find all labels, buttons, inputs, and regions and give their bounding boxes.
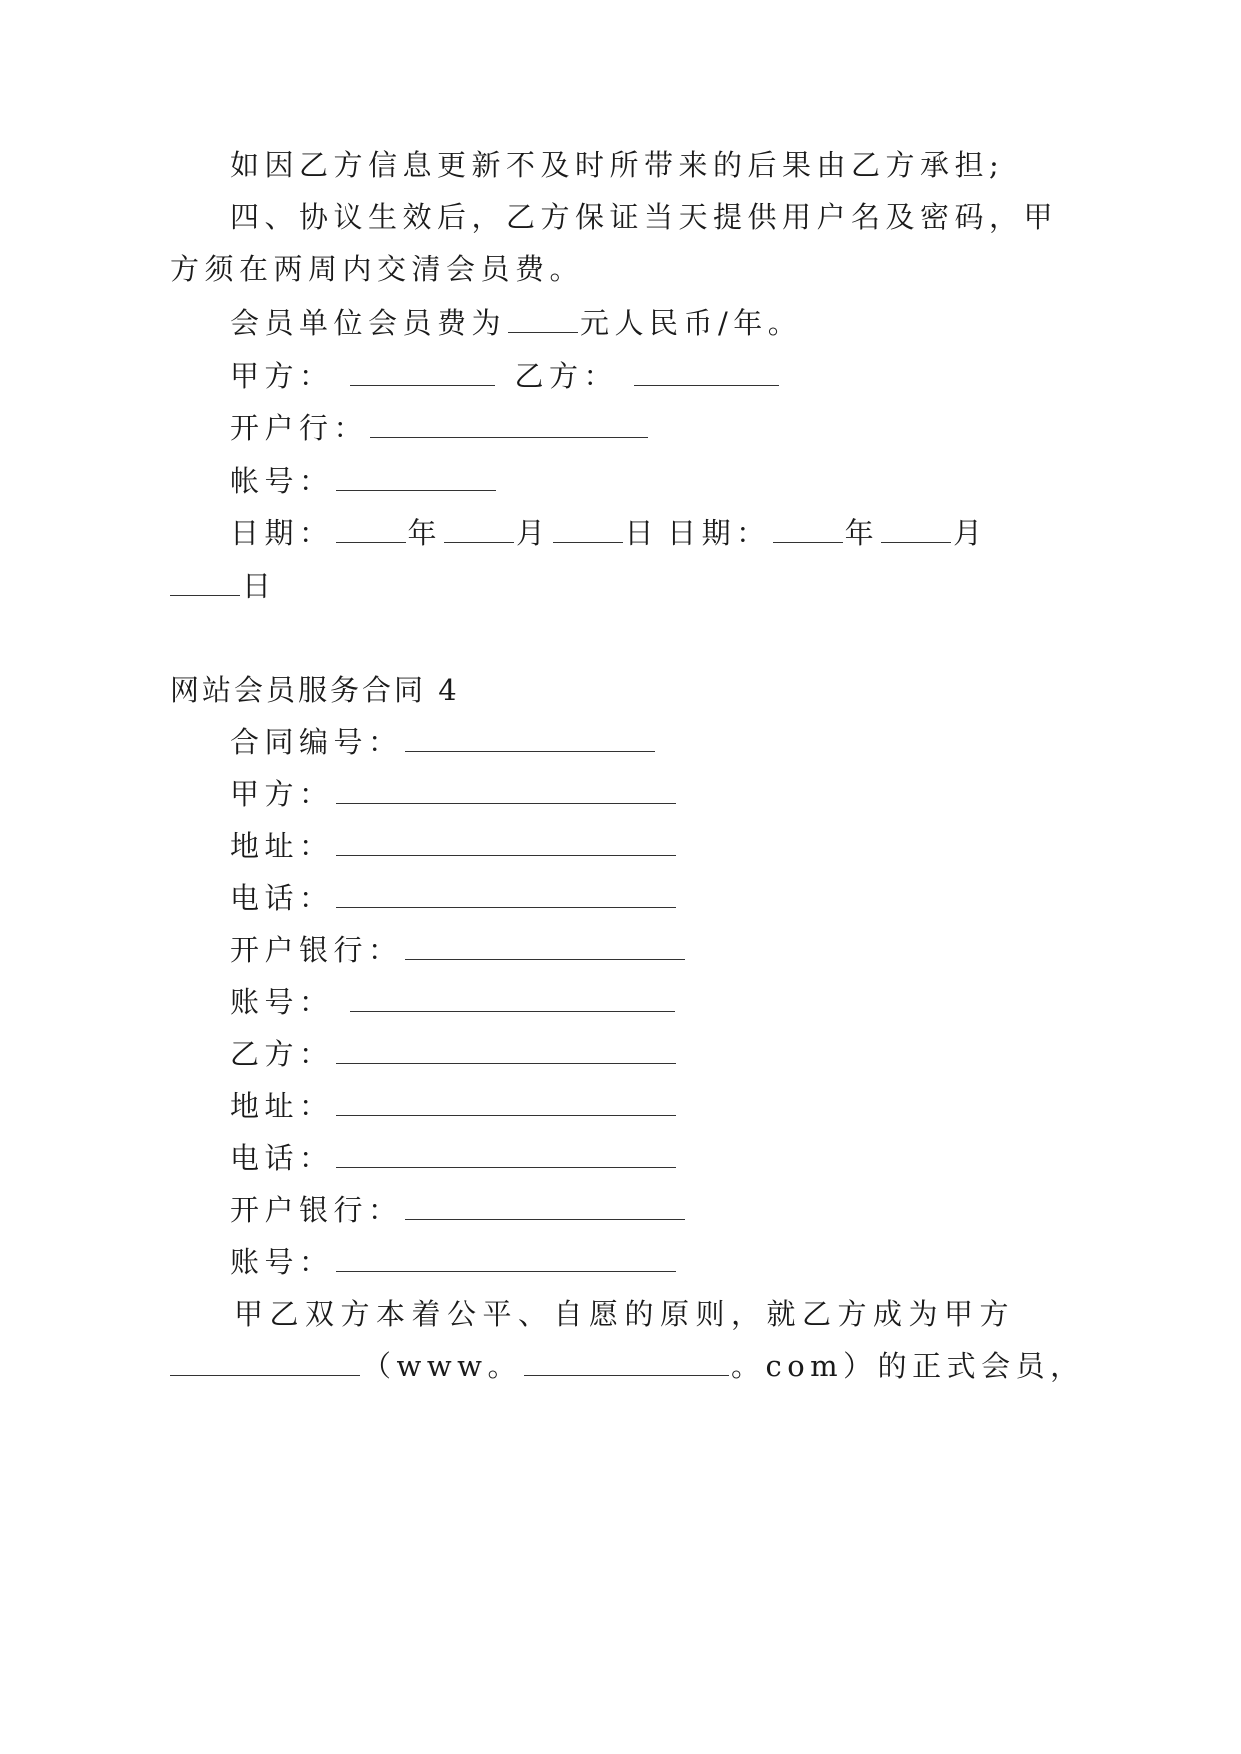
phone-label: 电话： [230, 1141, 334, 1175]
field-blank[interactable] [336, 1089, 676, 1116]
fee-unit: 元人民币/年。 [580, 306, 803, 340]
party-a-label: 甲方： [230, 359, 334, 393]
contract-no-blank[interactable] [405, 725, 655, 752]
address-label: 地址： [230, 829, 334, 863]
section-title: 网站会员服务合同 4 [170, 673, 460, 707]
paragraph-line: 四、协议生效后，乙方保证当天提供用户名及密码，甲 [230, 200, 1059, 234]
account-label: 账号： [230, 1245, 334, 1279]
field-line [230, 930, 687, 970]
field-line [230, 1086, 678, 1126]
field-blank[interactable] [405, 1193, 685, 1220]
year-label: 年 [844, 516, 880, 550]
field-blank[interactable] [336, 777, 676, 804]
month-label: 月 [516, 516, 551, 550]
address-label: 地址： [230, 1089, 334, 1123]
field-line [230, 1034, 678, 1074]
member-blank[interactable] [170, 1349, 360, 1376]
bank-line [230, 408, 650, 448]
field-line [230, 774, 678, 814]
field-line [230, 1138, 678, 1178]
bank-label: 开户银行： [230, 1193, 403, 1227]
contract-no-line [230, 722, 657, 762]
field-blank[interactable] [336, 829, 676, 856]
paragraph-line: 如因乙方信息更新不及时所带来的后果由乙方承担; [230, 148, 1005, 182]
field-blank[interactable] [336, 1141, 676, 1168]
party-b-blank[interactable] [634, 359, 779, 386]
day-label: 日 [624, 516, 660, 550]
signature-line [230, 356, 781, 396]
field-blank[interactable] [405, 933, 685, 960]
website-line [170, 1346, 1085, 1386]
date-blank[interactable] [773, 516, 843, 543]
date-label: 日期： [667, 516, 771, 550]
fee-label: 会员单位会员费为 [230, 306, 507, 340]
date-blank[interactable] [553, 516, 623, 543]
fee-blank[interactable] [508, 306, 578, 333]
field-blank[interactable] [336, 1037, 676, 1064]
website-suffix: 。com）的正式会员， [730, 1349, 1085, 1383]
account-label: 账号： [230, 985, 334, 1019]
website-blank[interactable] [524, 1349, 729, 1376]
date-blank[interactable] [170, 569, 240, 596]
field-line [230, 878, 678, 918]
bank-label: 开户行： [230, 411, 369, 445]
date-blank[interactable] [444, 516, 514, 543]
party-a-label: 甲方： [230, 777, 334, 811]
field-blank[interactable] [350, 985, 675, 1012]
date-label: 日期： [230, 516, 334, 550]
website-prefix: （www。 [362, 1349, 522, 1383]
party-b-label: 乙方： [514, 359, 619, 393]
date-line [230, 513, 988, 553]
account-label: 帐号： [230, 464, 334, 498]
contract-no-label: 合同编号： [230, 725, 403, 759]
field-blank[interactable] [336, 1245, 676, 1272]
date-blank[interactable] [336, 516, 406, 543]
fee-line [230, 303, 802, 343]
party-a-blank[interactable] [350, 359, 495, 386]
bank-blank[interactable] [370, 411, 648, 438]
field-line [230, 1190, 687, 1230]
account-line [230, 461, 498, 501]
date-line-cont [170, 566, 277, 606]
bank-label: 开户银行： [230, 933, 403, 967]
field-line [230, 982, 677, 1022]
account-blank[interactable] [336, 464, 496, 491]
paragraph-line: 甲乙双方本着公平、自愿的原则，就乙方成为甲方 [234, 1297, 1016, 1331]
field-line [230, 1242, 678, 1282]
field-blank[interactable] [336, 881, 676, 908]
phone-label: 电话： [230, 881, 334, 915]
date-blank[interactable] [881, 516, 951, 543]
month-label: 月 [953, 516, 988, 550]
day-label: 日 [242, 569, 277, 603]
party-b-label: 乙方： [230, 1037, 334, 1071]
field-line [230, 826, 678, 866]
paragraph-line: 方须在两周内交清会员费。 [170, 252, 585, 286]
year-label: 年 [407, 516, 443, 550]
